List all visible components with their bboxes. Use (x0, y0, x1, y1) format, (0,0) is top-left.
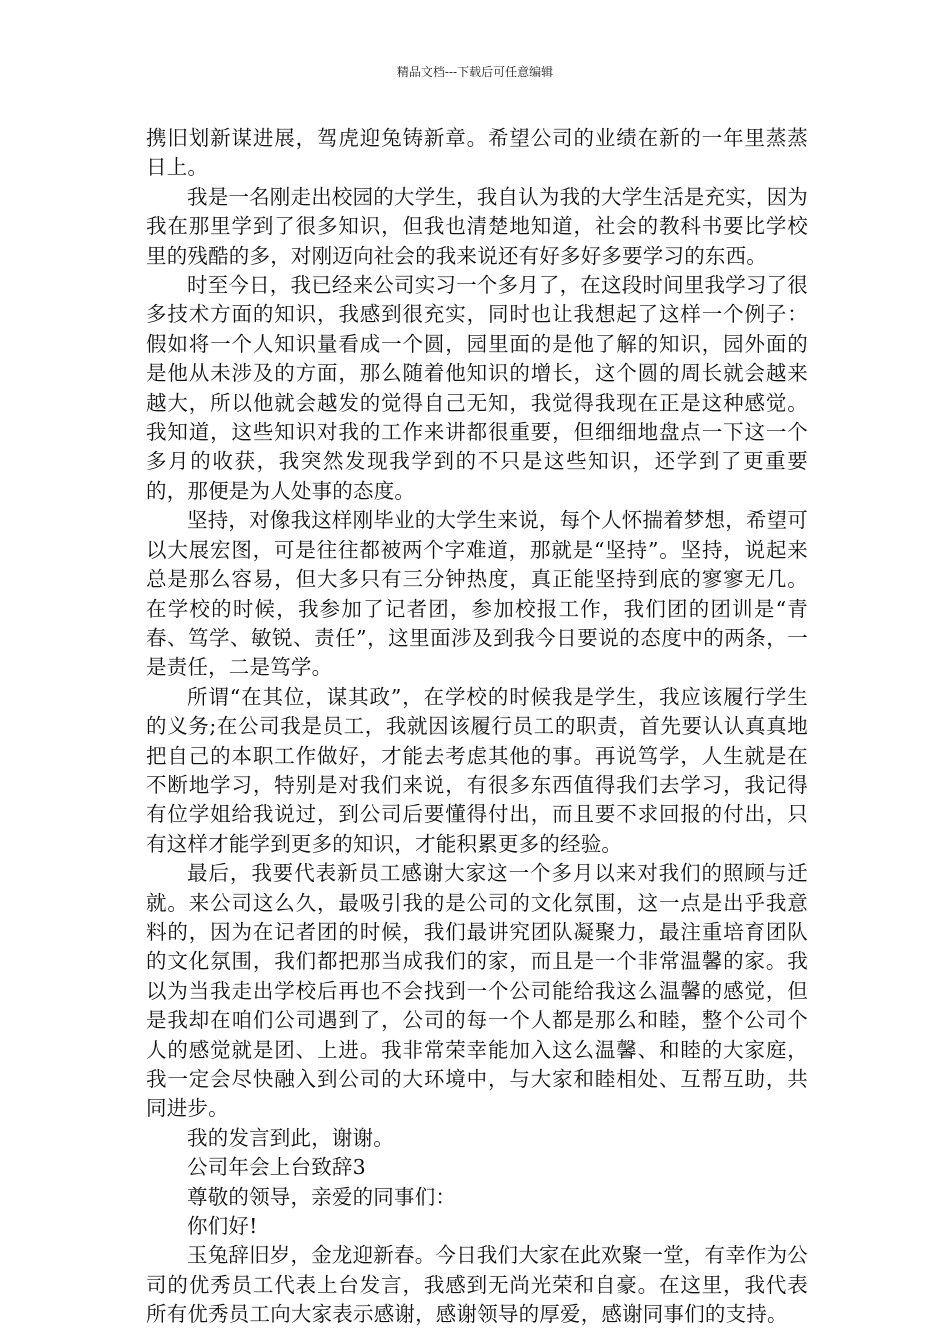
paragraph: 所谓“在其位，谋其政”，在学校的时候我是学生，我应该履行学生的义务;在公司我是员工，我就因该履行员工的职责，首先要认认真真地把自己的本职工作做好，才能去考虑其他的事。再说笃学，人生就是在不断地学习，特别是对我们来说，有很多东西值得我们去学习，我记得有位学姐给我说过，到公司后要懂得付出，而且要不求回报的付出，只有这样才能学到更多的知识，才能积累更多的经验。 (146, 684, 808, 856)
section-heading: 公司年会上台致辞3 (187, 1155, 366, 1180)
paragraph: 携旧划新谋进展，驾虎迎兔铸新章。希望公司的业绩在新的一年里蒸蒸日上。 (146, 126, 808, 180)
salutation: 尊敬的领导，亲爱的同事们： (187, 1184, 457, 1209)
document-body (146, 124, 808, 1330)
page-header: 精品文档---下载后可任意编辑 (396, 65, 554, 79)
paragraph: 坚持，对像我这样刚毕业的大学生来说，每个人怀揣着梦想，希望可以大展宏图，可是往往都被两个字难道，那就是“坚持”。坚持，说起来总是那么容易，但大多只有三分钟热度，真正能坚持到底的寥寥无几。在学校的时候，我参加了记者团，参加校报工作，我们团的团训是“青春、笃学、敏锐、责任”，这里面涉及到我今日要说的态度中的两条，一是责任，二是笃学。 (146, 508, 808, 680)
closing-line: 我的发言到此，谢谢。 (187, 1125, 394, 1150)
paragraph: 我是一名刚走出校园的大学生，我自认为我的大学生活是充实，因为我在那里学到了很多知识，但我也清楚地知道，社会的教科书要比学校里的残酷的多，对刚迈向社会的我来说还有好多好多要学习的东西。 (146, 184, 808, 268)
greeting: 你们好! (187, 1214, 258, 1239)
paragraph: 最后，我要代表新员工感谢大家这一个多月以来对我们的照顾与迁就。来公司这么久，最吸引我的是公司的文化氛围，这一点是出乎我意料的，因为在记者团的时候，我们最讲究团队凝聚力，最注重培育团队的文化氛围，我们都把那当成我们的家，而且是一个非常温馨的家。我以为当我走出学校后再也不会找到一个公司能给我这么温馨的感觉，但是我却在咱们公司遇到了，公司的每一个人都是那么和睦，整个公司个人的感觉就是团、上进。我非常荣幸能加入这么温馨、和睦的大家庭，我一定会尽快融入到公司的大环境中，与大家和睦相处、互帮互助，共同进步。 (146, 861, 808, 1121)
paragraph: 时至今日，我已经来公司实习一个多月了，在这段时间里我学习了很多技术方面的知识，我感到很充实，同时也让我想起了这样一个例子：假如将一个人知识量看成一个圆，园里面的是他了解的知识，园外面的是他从未涉及的方面，那么随着他知识的增长，这个圆的周长就会越来越大，所以他就会越发的觉得自己无知，我觉得我现在正是这种感觉。我知道，这些知识对我的工作来讲都很重要，但细细地盘点一下这一个多月的收获，我突然发现我学到的不只是这些知识，还学到了更重要的，那便是为人处事的态度。 (146, 273, 808, 503)
paragraph: 玉兔辞旧岁，金龙迎新春。今日我们大家在此欢聚一堂，有幸作为公司的优秀员工代表上台发言，我感到无尚光荣和自豪。在这里，我代表所有优秀员工向大家表示感谢，感谢领导的厚爱，感谢同事们的支持。 (146, 1243, 808, 1327)
